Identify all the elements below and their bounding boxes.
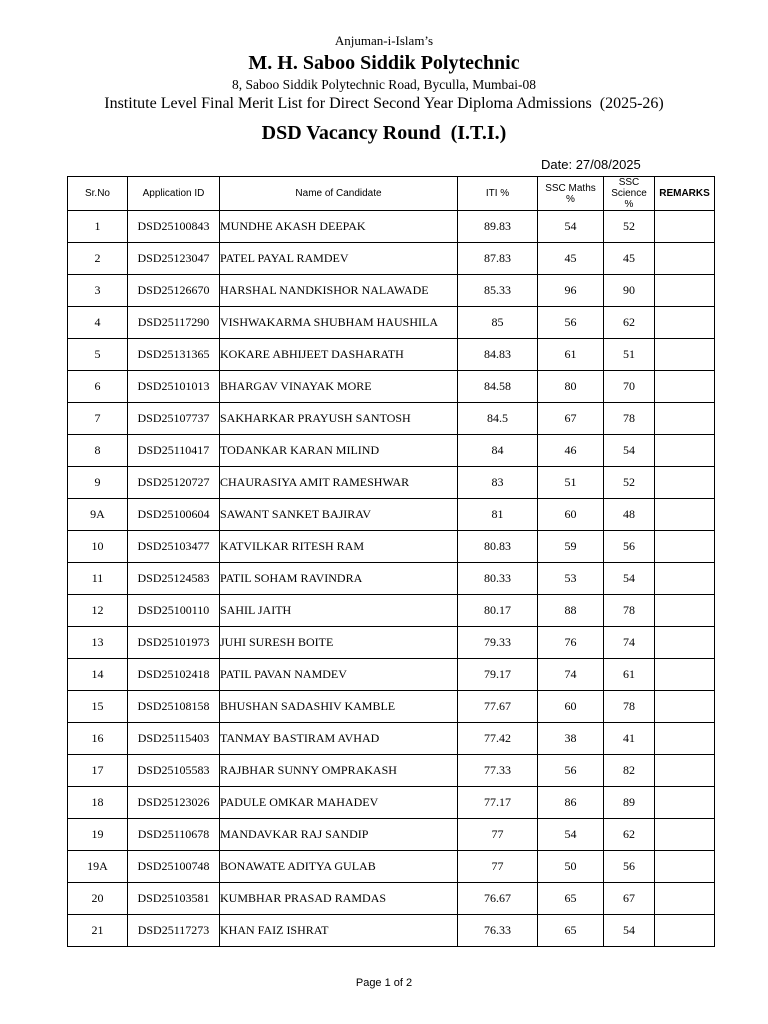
header-remarks: REMARKS [655, 177, 715, 211]
list-date [541, 157, 641, 172]
cell-application-id: DSD25126670 [128, 275, 220, 307]
cell-remarks [655, 755, 715, 787]
cell-remarks [655, 339, 715, 371]
cell-application-id: DSD25100604 [128, 499, 220, 531]
header-candidate-name: Name of Candidate [220, 177, 458, 211]
cell-ssc-maths: 38 [538, 723, 604, 755]
cell-remarks [655, 723, 715, 755]
cell-application-id: DSD25100843 [128, 211, 220, 243]
institute-name: M. H. Saboo Siddik Polytechnic [248, 52, 520, 74]
header-application-id: Application ID [128, 177, 220, 211]
cell-ssc-science: 89 [604, 787, 655, 819]
cell-ssc-maths: 61 [538, 339, 604, 371]
cell-ssc-science: 67 [604, 883, 655, 915]
cell-ssc-science: 62 [604, 819, 655, 851]
cell-ssc-science: 78 [604, 403, 655, 435]
cell-candidate-name: HARSHAL NANDKISHOR NALAWADE [220, 275, 458, 307]
cell-application-id: DSD25103477 [128, 531, 220, 563]
cell-remarks [655, 659, 715, 691]
cell-iti-percent: 83 [458, 467, 538, 499]
cell-remarks [655, 243, 715, 275]
cell-ssc-science: 56 [604, 851, 655, 883]
cell-iti-percent: 76.67 [458, 883, 538, 915]
table-row [68, 787, 715, 819]
header-iti-percent: ITI % [458, 177, 538, 211]
header-ssc-science-line2: Science [611, 188, 647, 199]
cell-srno: 6 [68, 371, 128, 403]
table-row [68, 659, 715, 691]
cell-ssc-maths: 65 [538, 915, 604, 947]
cell-ssc-maths: 59 [538, 531, 604, 563]
cell-ssc-science: 82 [604, 755, 655, 787]
table-row [68, 307, 715, 339]
cell-srno: 19 [68, 819, 128, 851]
cell-ssc-maths: 46 [538, 435, 604, 467]
cell-iti-percent: 84.58 [458, 371, 538, 403]
merit-table-body [68, 211, 715, 947]
cell-candidate-name: KHAN FAIZ ISHRAT [220, 915, 458, 947]
header-ssc-maths-line2: % [566, 193, 575, 205]
cell-srno: 20 [68, 883, 128, 915]
cell-ssc-science: 54 [604, 435, 655, 467]
cell-candidate-name: PADULE OMKAR MAHADEV [220, 787, 458, 819]
table-row [68, 691, 715, 723]
cell-remarks [655, 851, 715, 883]
cell-srno: 21 [68, 915, 128, 947]
cell-application-id: DSD25101973 [128, 627, 220, 659]
cell-ssc-maths: 53 [538, 563, 604, 595]
cell-ssc-science: 45 [604, 243, 655, 275]
cell-application-id: DSD25117290 [128, 307, 220, 339]
cell-srno: 4 [68, 307, 128, 339]
cell-iti-percent: 80.33 [458, 563, 538, 595]
cell-application-id: DSD25123026 [128, 787, 220, 819]
cell-remarks [655, 307, 715, 339]
merit-list-title: Institute Level Final Merit List for Direct Second Year Diploma Admissions (2025-26) [104, 95, 664, 112]
table-row [68, 243, 715, 275]
cell-ssc-maths: 60 [538, 691, 604, 723]
cell-application-id: DSD25110417 [128, 435, 220, 467]
cell-ssc-science: 70 [604, 371, 655, 403]
cell-iti-percent: 77.17 [458, 787, 538, 819]
table-row [68, 211, 715, 243]
cell-iti-percent: 84 [458, 435, 538, 467]
cell-srno: 17 [68, 755, 128, 787]
cell-candidate-name: JUHI SURESH BOITE [220, 627, 458, 659]
cell-remarks [655, 499, 715, 531]
cell-candidate-name: PATEL PAYAL RAMDEV [220, 243, 458, 275]
cell-ssc-maths: 74 [538, 659, 604, 691]
cell-ssc-maths: 76 [538, 627, 604, 659]
cell-ssc-maths: 96 [538, 275, 604, 307]
cell-application-id: DSD25105583 [128, 755, 220, 787]
cell-ssc-science: 62 [604, 307, 655, 339]
cell-ssc-science: 61 [604, 659, 655, 691]
cell-remarks [655, 563, 715, 595]
cell-srno: 3 [68, 275, 128, 307]
cell-remarks [655, 595, 715, 627]
cell-remarks [655, 435, 715, 467]
table-row [68, 563, 715, 595]
page-number: Page 1 of 2 [355, 977, 413, 989]
round-title: DSD Vacancy Round (I.T.I.) [261, 122, 507, 144]
cell-application-id: DSD25107737 [128, 403, 220, 435]
cell-remarks [655, 275, 715, 307]
cell-application-id: DSD25110678 [128, 819, 220, 851]
cell-ssc-science: 54 [604, 915, 655, 947]
cell-iti-percent: 77 [458, 851, 538, 883]
cell-srno: 10 [68, 531, 128, 563]
table-row [68, 435, 715, 467]
cell-ssc-maths: 56 [538, 307, 604, 339]
cell-iti-percent: 77.42 [458, 723, 538, 755]
cell-remarks [655, 627, 715, 659]
cell-ssc-science: 78 [604, 595, 655, 627]
institute-address: 8, Saboo Siddik Polytechnic Road, Byculla, Mumbai-08 [231, 77, 537, 92]
cell-ssc-maths: 45 [538, 243, 604, 275]
cell-application-id: DSD25100748 [128, 851, 220, 883]
cell-remarks [655, 531, 715, 563]
cell-iti-percent: 85.33 [458, 275, 538, 307]
organization-name: Anjuman-i-Islam’s [334, 33, 434, 48]
cell-iti-percent: 79.17 [458, 659, 538, 691]
cell-iti-percent: 84.5 [458, 403, 538, 435]
header-ssc-maths [538, 177, 604, 211]
header-ssc-science-line1: SSC [618, 177, 640, 188]
table-row [68, 819, 715, 851]
cell-ssc-maths: 60 [538, 499, 604, 531]
cell-iti-percent: 80.83 [458, 531, 538, 563]
table-row [68, 339, 715, 371]
cell-srno: 16 [68, 723, 128, 755]
cell-remarks [655, 467, 715, 499]
cell-candidate-name: TODANKAR KARAN MILIND [220, 435, 458, 467]
table-row [68, 275, 715, 307]
cell-application-id: DSD25115403 [128, 723, 220, 755]
cell-ssc-maths: 65 [538, 883, 604, 915]
cell-ssc-maths: 51 [538, 467, 604, 499]
cell-srno: 15 [68, 691, 128, 723]
table-row [68, 883, 715, 915]
cell-ssc-science: 54 [604, 563, 655, 595]
cell-ssc-maths: 67 [538, 403, 604, 435]
cell-iti-percent: 76.33 [458, 915, 538, 947]
cell-application-id: DSD25117273 [128, 915, 220, 947]
cell-remarks [655, 371, 715, 403]
cell-application-id: DSD25100110 [128, 595, 220, 627]
header-ssc-maths-line1: SSC Maths [545, 182, 596, 194]
date-label: Date: [541, 157, 573, 172]
cell-candidate-name: BONAWATE ADITYA GULAB [220, 851, 458, 883]
cell-srno: 11 [68, 563, 128, 595]
cell-candidate-name: MUNDHE AKASH DEEPAK [220, 211, 458, 243]
table-row [68, 531, 715, 563]
cell-application-id: DSD25131365 [128, 339, 220, 371]
cell-ssc-science: 48 [604, 499, 655, 531]
cell-srno: 19A [68, 851, 128, 883]
cell-ssc-maths: 50 [538, 851, 604, 883]
cell-application-id: DSD25108158 [128, 691, 220, 723]
cell-srno: 2 [68, 243, 128, 275]
table-row [68, 371, 715, 403]
cell-iti-percent: 80.17 [458, 595, 538, 627]
cell-ssc-maths: 54 [538, 819, 604, 851]
header-ssc-science-line3: % [624, 199, 634, 210]
cell-candidate-name: KOKARE ABHIJEET DASHARATH [220, 339, 458, 371]
cell-candidate-name: BHUSHAN SADASHIV KAMBLE [220, 691, 458, 723]
cell-candidate-name: BHARGAV VINAYAK MORE [220, 371, 458, 403]
cell-iti-percent: 77.33 [458, 755, 538, 787]
cell-ssc-maths: 80 [538, 371, 604, 403]
table-row [68, 467, 715, 499]
merit-table [67, 176, 715, 947]
cell-iti-percent: 79.33 [458, 627, 538, 659]
cell-iti-percent: 77.67 [458, 691, 538, 723]
cell-remarks [655, 915, 715, 947]
date-value: 27/08/2025 [575, 157, 641, 172]
cell-remarks [655, 787, 715, 819]
cell-iti-percent: 81 [458, 499, 538, 531]
table-row [68, 627, 715, 659]
cell-ssc-maths: 86 [538, 787, 604, 819]
cell-remarks [655, 211, 715, 243]
cell-application-id: DSD25124583 [128, 563, 220, 595]
cell-srno: 7 [68, 403, 128, 435]
table-row [68, 915, 715, 947]
table-header-row [68, 177, 715, 211]
cell-ssc-maths: 88 [538, 595, 604, 627]
cell-ssc-science: 74 [604, 627, 655, 659]
cell-candidate-name: PATIL PAVAN NAMDEV [220, 659, 458, 691]
cell-iti-percent: 87.83 [458, 243, 538, 275]
cell-remarks [655, 403, 715, 435]
cell-ssc-science: 52 [604, 467, 655, 499]
cell-srno: 5 [68, 339, 128, 371]
cell-candidate-name: SAKHARKAR PRAYUSH SANTOSH [220, 403, 458, 435]
cell-ssc-science: 41 [604, 723, 655, 755]
cell-candidate-name: SAHIL JAITH [220, 595, 458, 627]
cell-remarks [655, 819, 715, 851]
cell-application-id: DSD25120727 [128, 467, 220, 499]
table-row [68, 755, 715, 787]
cell-ssc-maths: 54 [538, 211, 604, 243]
cell-application-id: DSD25101013 [128, 371, 220, 403]
cell-srno: 9A [68, 499, 128, 531]
cell-candidate-name: RAJBHAR SUNNY OMPRAKASH [220, 755, 458, 787]
header-srno: Sr.No [68, 177, 128, 211]
table-row [68, 403, 715, 435]
cell-application-id: DSD25102418 [128, 659, 220, 691]
cell-srno: 14 [68, 659, 128, 691]
cell-candidate-name: TANMAY BASTIRAM AVHAD [220, 723, 458, 755]
cell-candidate-name: SAWANT SANKET BAJIRAV [220, 499, 458, 531]
cell-candidate-name: MANDAVKAR RAJ SANDIP [220, 819, 458, 851]
cell-ssc-science: 78 [604, 691, 655, 723]
cell-srno: 18 [68, 787, 128, 819]
cell-iti-percent: 85 [458, 307, 538, 339]
cell-candidate-name: CHAURASIYA AMIT RAMESHWAR [220, 467, 458, 499]
cell-srno: 12 [68, 595, 128, 627]
cell-ssc-science: 56 [604, 531, 655, 563]
table-row [68, 723, 715, 755]
cell-candidate-name: VISHWAKARMA SHUBHAM HAUSHILA [220, 307, 458, 339]
cell-srno: 8 [68, 435, 128, 467]
cell-candidate-name: KATVILKAR RITESH RAM [220, 531, 458, 563]
cell-srno: 13 [68, 627, 128, 659]
cell-ssc-science: 51 [604, 339, 655, 371]
cell-remarks [655, 883, 715, 915]
cell-ssc-science: 52 [604, 211, 655, 243]
header-ssc-science [604, 177, 655, 211]
cell-application-id: DSD25103581 [128, 883, 220, 915]
table-row [68, 595, 715, 627]
table-row [68, 499, 715, 531]
cell-srno: 9 [68, 467, 128, 499]
cell-iti-percent: 89.83 [458, 211, 538, 243]
cell-application-id: DSD25123047 [128, 243, 220, 275]
cell-iti-percent: 77 [458, 819, 538, 851]
cell-srno: 1 [68, 211, 128, 243]
cell-remarks [655, 691, 715, 723]
cell-candidate-name: PATIL SOHAM RAVINDRA [220, 563, 458, 595]
table-row [68, 851, 715, 883]
cell-ssc-maths: 56 [538, 755, 604, 787]
cell-iti-percent: 84.83 [458, 339, 538, 371]
cell-candidate-name: KUMBHAR PRASAD RAMDAS [220, 883, 458, 915]
cell-ssc-science: 90 [604, 275, 655, 307]
